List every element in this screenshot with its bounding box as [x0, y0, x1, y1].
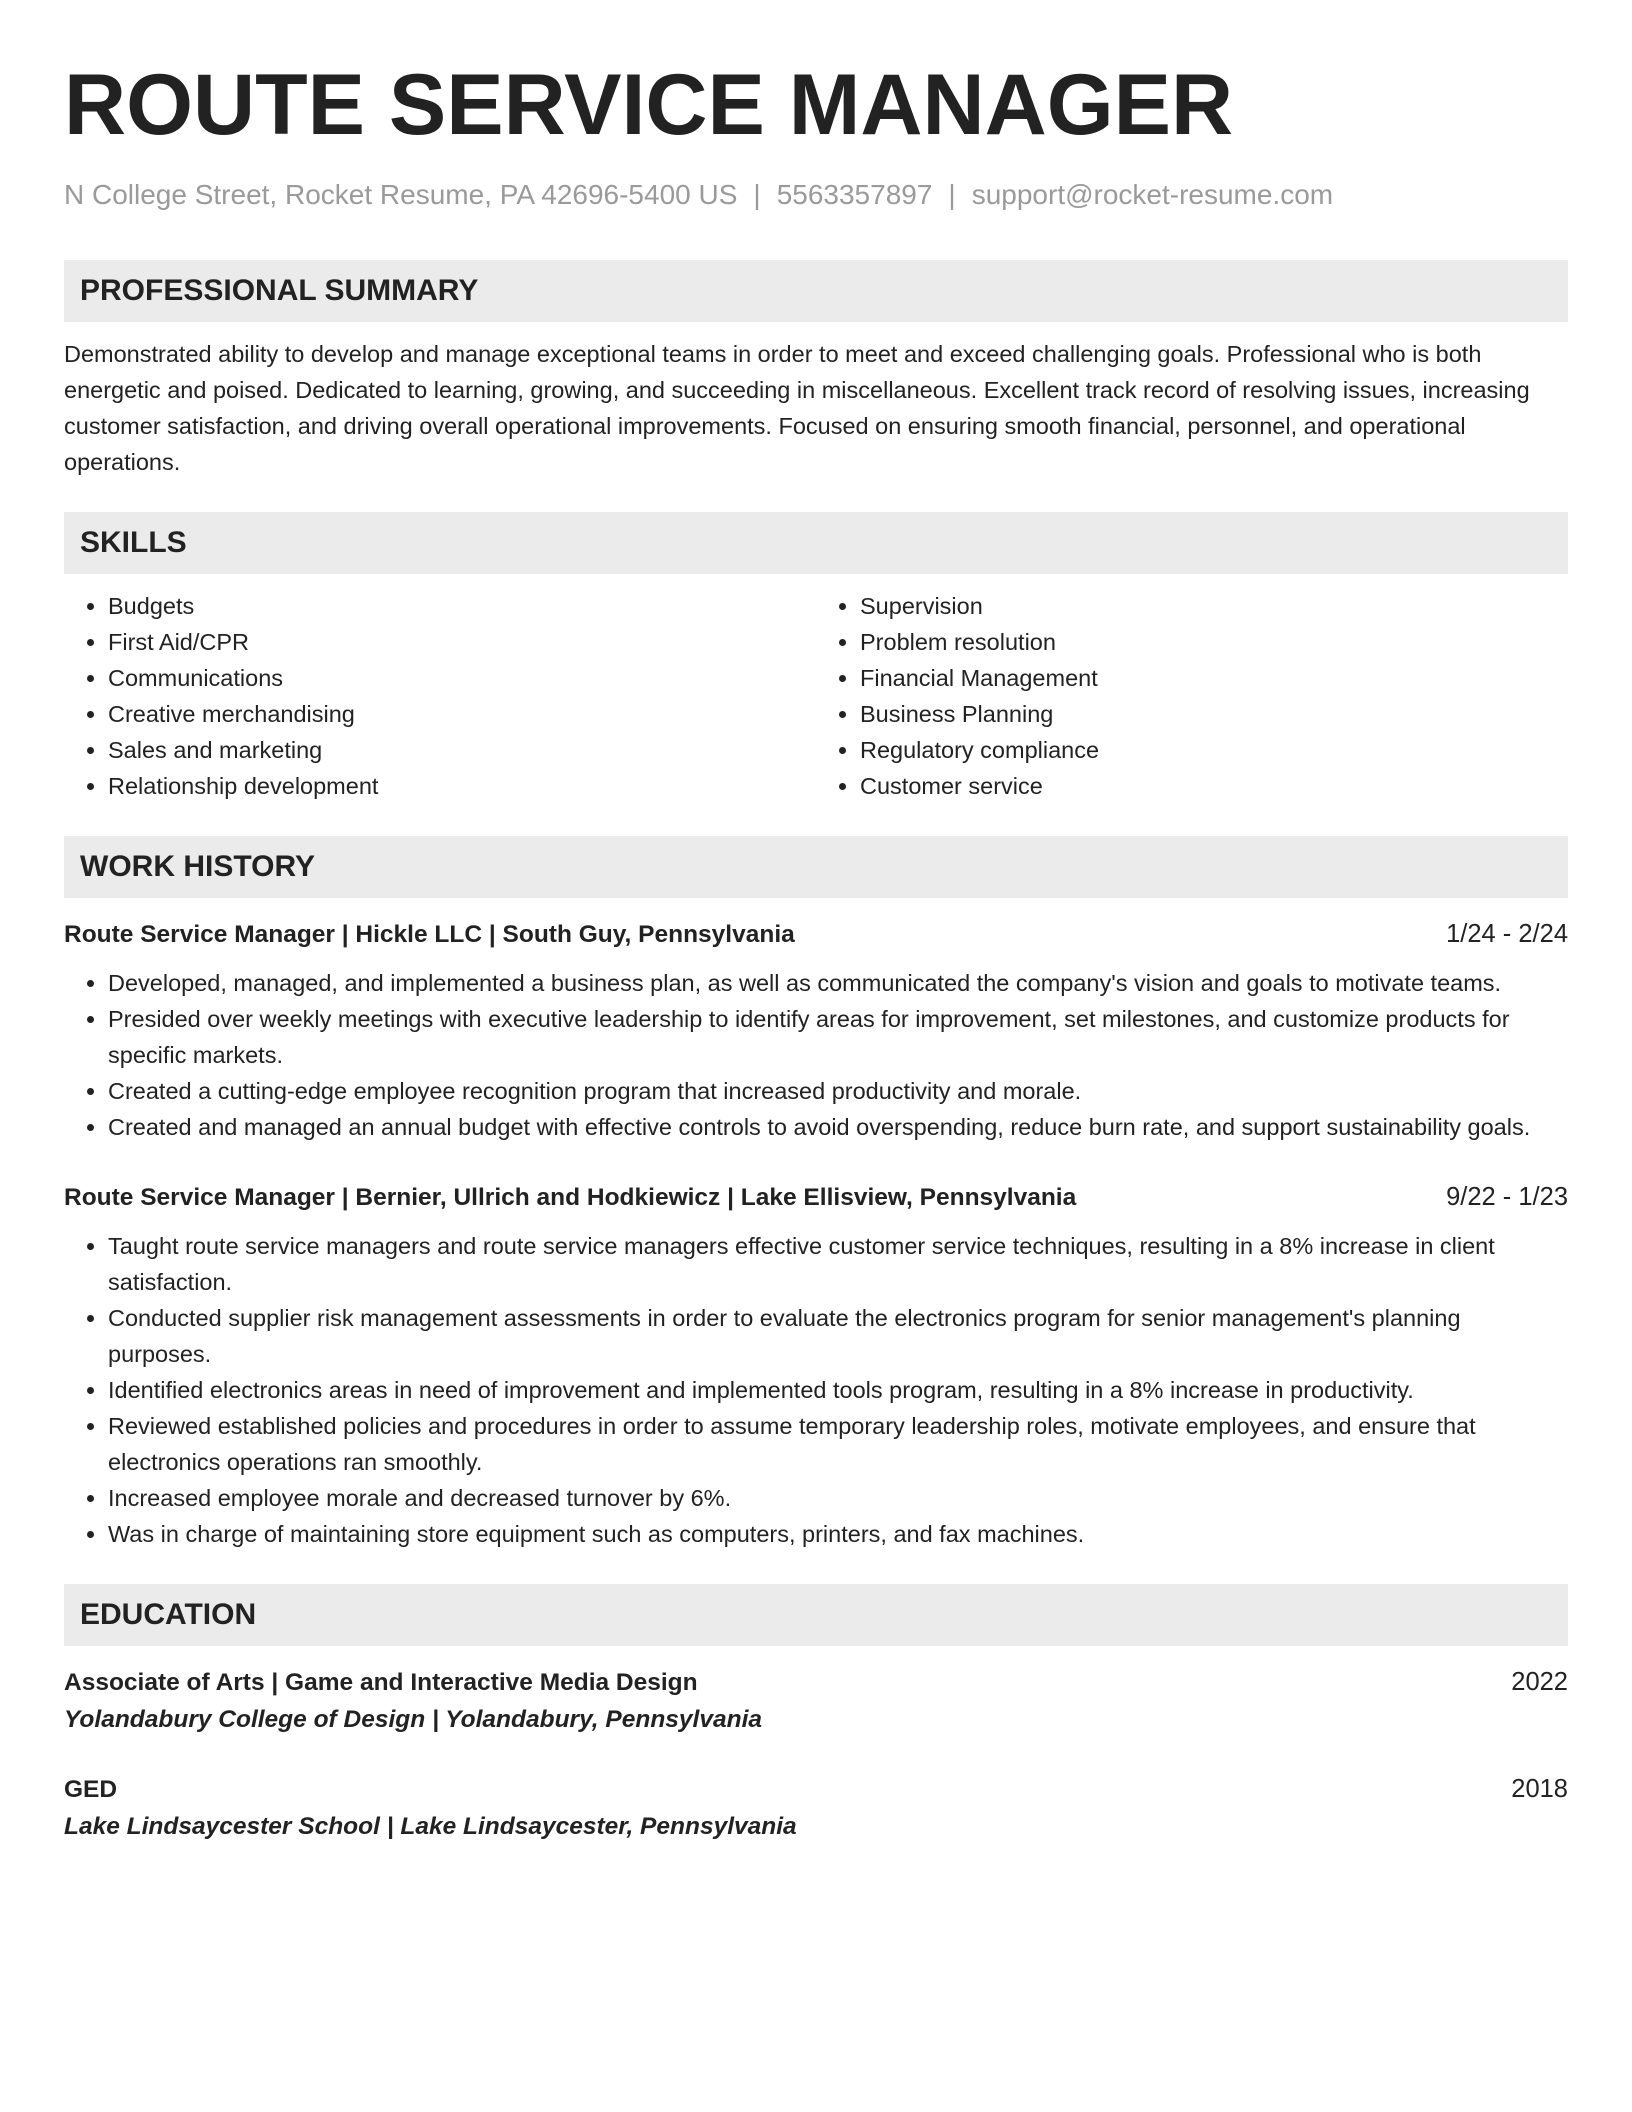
job-bullet: • Reviewed established policies and procedures in order to assume temporary leadership roles, motivate employees, and ensure that electronics operations ran smoothly. — [108, 1408, 1568, 1480]
education-degree: GED — [64, 1775, 118, 1803]
job-bullet: • Taught route service managers and route service managers effective customer service techniques, resulting in a 8% increase in client satisfaction. — [108, 1228, 1568, 1300]
work-heading: WORK HISTORY — [64, 836, 1568, 898]
summary-text: Demonstrated ability to develop and manage exceptional teams in order to meet and exceed challenging goals. Professional who is both energetic and poised. Dedicated to learning, growing, and succeeding in miscellaneous. Excellent track record of resolving issues, increasing customer satisfaction, and driving overall operational improvements. Focused on ensuring smooth financial, personnel, and operational operations. — [64, 340, 1530, 475]
job-title: Route Service Manager | Bernier, Ullrich and Hodkiewicz | Lake Ellisview, Pennsylvania — [64, 1183, 1077, 1211]
job-bullet: • Conducted supplier risk management assessments in order to evaluate the electronics program for senior management's planning purposes. — [108, 1300, 1568, 1372]
education-school: Lake Lindsaycester School | Lake Lindsaycester, Pennsylvania — [64, 1812, 797, 1840]
job-entry — [64, 916, 1568, 1145]
contact-phone: 5563357897 — [776, 179, 933, 210]
skill-item: • Sales and marketing — [108, 732, 816, 768]
skill-item: • Regulatory compliance — [860, 732, 1568, 768]
job-bullet: • Created and managed an annual budget with effective controls to avoid overspending, reduce burn rate, and support sustainability goals. — [108, 1109, 1568, 1145]
job-bullet: • Presided over weekly meetings with executive leadership to identify areas for improvement, set milestones, and customize products for specific markets. — [108, 1001, 1568, 1073]
skills-column-left — [64, 588, 816, 804]
job-header — [64, 916, 1568, 953]
skills-list — [64, 588, 1568, 804]
job-bullet: • Created a cutting-edge employee recognition program that increased productivity and morale. — [108, 1073, 1568, 1109]
education-degree: Associate of Arts | Game and Interactive Media Design — [64, 1668, 698, 1696]
job-bullet: • Increased employee morale and decreased turnover by 6%. — [108, 1480, 1568, 1516]
contact-email: support@rocket-resume.com — [971, 179, 1334, 210]
job-header — [64, 1179, 1568, 1216]
skill-item: • First Aid/CPR — [108, 624, 816, 660]
skill-item: • Financial Management — [860, 660, 1568, 696]
skill-item: • Budgets — [108, 588, 816, 624]
skill-item: • Customer service — [860, 768, 1568, 804]
skill-item: • Business Planning — [860, 696, 1568, 732]
skill-item: • Relationship development — [108, 768, 816, 804]
skill-item: • Problem resolution — [860, 624, 1568, 660]
education-school: Yolandabury College of Design | Yolandabury, Pennsylvania — [64, 1705, 763, 1733]
job-dates: 1/24 - 2/24 — [1446, 919, 1568, 948]
education-heading: EDUCATION — [64, 1584, 1568, 1646]
education-year: 2018 — [1511, 1774, 1568, 1803]
job-bullet: • Identified electronics areas in need of improvement and implemented tools program, resulting in a 8% increase in productivity. — [108, 1372, 1568, 1408]
job-bullet: • Was in charge of maintaining store equipment such as computers, printers, and fax machines. — [108, 1516, 1568, 1552]
skill-item: • Creative merchandising — [108, 696, 816, 732]
job-entry — [64, 1179, 1568, 1552]
contact-separator: | — [948, 179, 956, 210]
education-header — [64, 1771, 1568, 1808]
job-bullets — [64, 1228, 1568, 1552]
education-entry — [64, 1664, 1568, 1739]
contact-address: N College Street, Rocket Resume, PA 42696-5400 US — [64, 179, 738, 210]
job-title: Route Service Manager | Hickle LLC | South Guy, Pennsylvania — [64, 920, 795, 948]
skills-heading: SKILLS — [64, 512, 1568, 574]
skill-item: • Supervision — [860, 588, 1568, 624]
summary-heading: PROFESSIONAL SUMMARY — [64, 260, 1568, 322]
job-bullet: • Developed, managed, and implemented a business plan, as well as communicated the company's vision and goals to motivate teams. — [108, 965, 1568, 1001]
contact-separator: | — [753, 179, 761, 210]
job-bullets — [64, 965, 1568, 1145]
education-year: 2022 — [1511, 1667, 1568, 1696]
education-entry — [64, 1771, 1568, 1846]
contact-line — [64, 178, 1568, 212]
skill-item: • Communications — [108, 660, 816, 696]
job-dates: 9/22 - 1/23 — [1446, 1182, 1568, 1211]
education-header — [64, 1664, 1568, 1701]
resume-name: ROUTE SERVICE MANAGER — [64, 57, 1234, 153]
skills-column-right — [816, 588, 1568, 804]
